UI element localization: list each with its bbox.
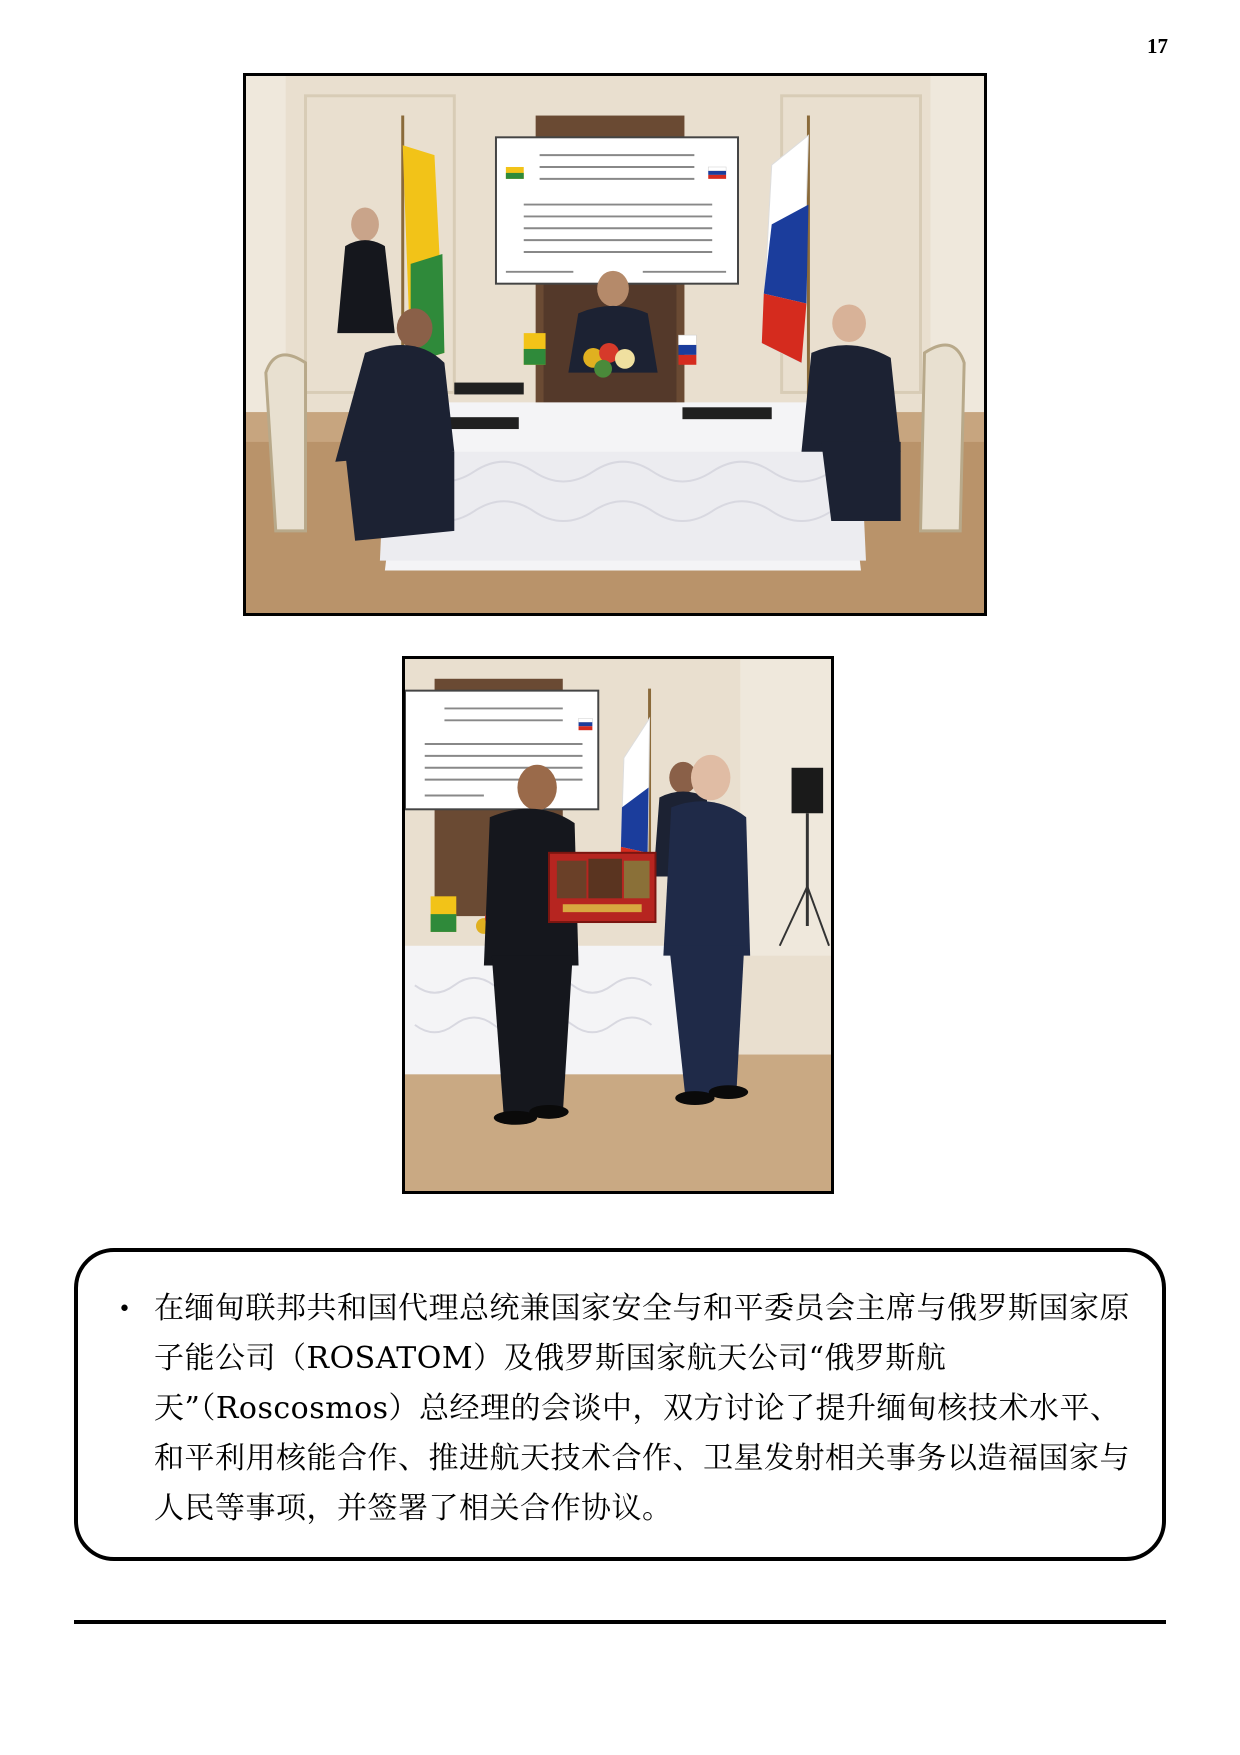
presentation-screen	[496, 137, 738, 283]
caption-text: 在缅甸联邦共和国代理总统兼国家安全与和平委员会主席与俄罗斯国家原子能公司（ROSATOM）及俄罗斯国家航天公司“俄罗斯航天”（Roscosmos）总经理的会谈中，双方讨论了提升缅甸核技术水平、和平利用核能合作、推进航天技术合作、卫星发射相关事务以造福国家与人民等事项，并签署了相关合作协议。	[154, 1291, 1130, 1526]
signing-ceremony-photo	[243, 73, 987, 616]
caption-item	[118, 1284, 1132, 1534]
caption-box	[74, 1248, 1166, 1561]
gift-exchange-illustration	[405, 659, 831, 1191]
gift-exchange-photo	[402, 656, 834, 1194]
caption-list	[118, 1284, 1132, 1534]
page-number: 17	[1147, 34, 1168, 58]
footer-rule	[74, 1620, 1166, 1624]
bullet-marker: •	[118, 1297, 132, 1322]
signing-ceremony-illustration	[246, 76, 984, 613]
